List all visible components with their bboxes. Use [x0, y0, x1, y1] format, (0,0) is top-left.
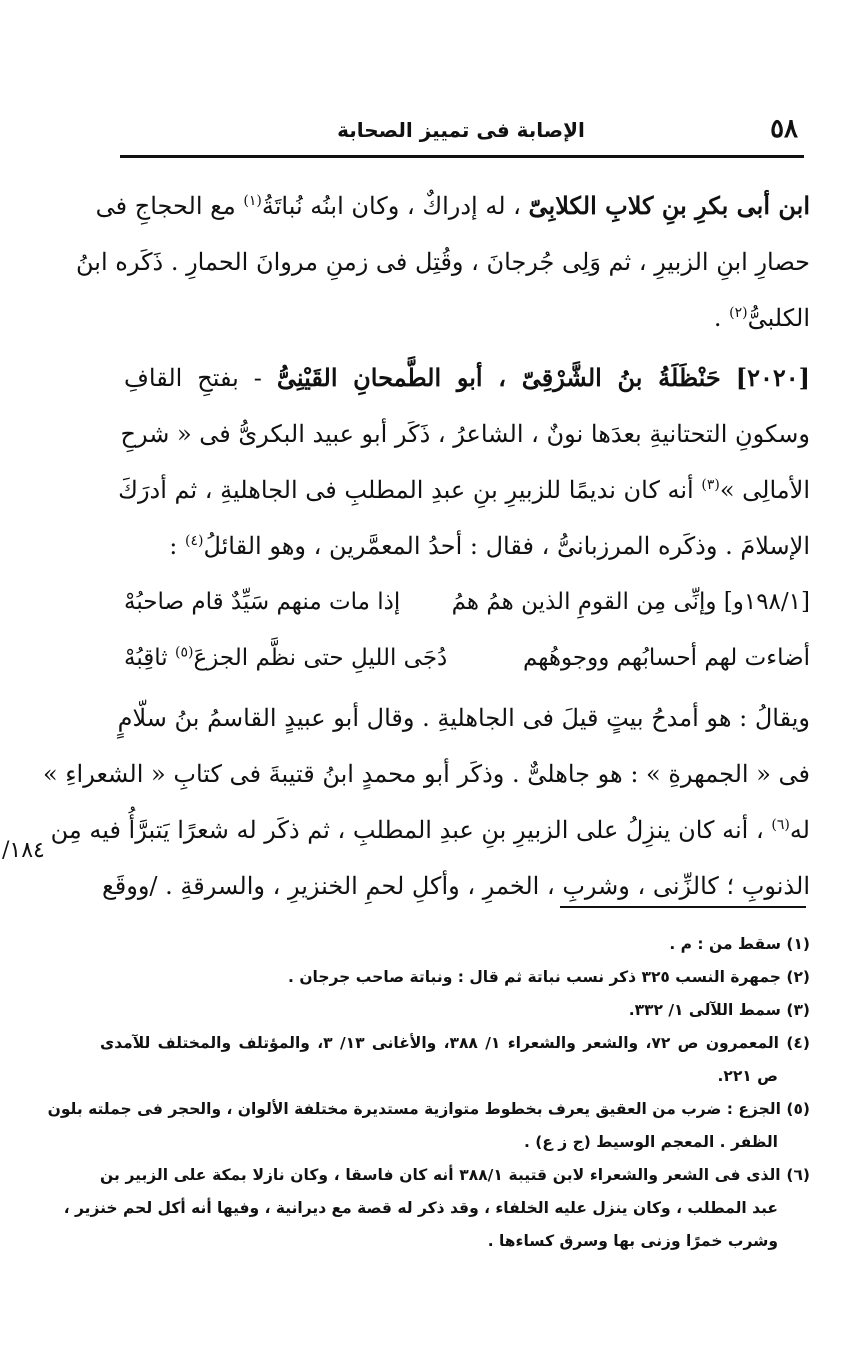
verse-first-hemistich: [١٩٨/١و] وإنِّى مِن القومِ الذين همُ همُ: [451, 589, 810, 615]
text-line: ويقالُ : هو أمدحُ بيتٍ قيلَ فى الجاهليةِ . وقال أبو عبيدٍ القاسمُ بنُ سلّامٍ: [117, 704, 810, 732]
footnote-number: (٥): [786, 1100, 810, 1118]
verse-first-hemistich: أضاءت لهم أحسابُهم ووجوهُهم: [522, 645, 810, 671]
text-line: ابن أبى بكرِ بنِ كلابِ الكلابِىّ ، له إدراكٌ ، وكان ابنُه نُباتَةُ$^{(١)}$ مع الحجاجِ فى: [95, 191, 810, 220]
footnote: (٣) سمط اللآلى ١/ ٣٣٢.: [628, 1001, 810, 1019]
text-line: له$^{(٦)}$ ، أنه كان ينزِلُ على الزبيرِ بنِ عبدِ المطلبِ ، ثم ذكَر له شعرًا يَتبرَّأُ فيه مِن: [50, 816, 810, 844]
footnote-continuation: ص ٢٢١.: [717, 1067, 778, 1085]
verse-second-hemistich: إذا مات منهم سَيِّدٌ قام صاحبُهْ: [124, 589, 401, 615]
footnotes: [47, 928, 810, 1258]
footnote: (١) سقط من : م .: [669, 935, 810, 953]
main-text: [42, 178, 810, 914]
footnote-ref: (٢): [729, 305, 748, 321]
manuscript-ref: [١٩٨/١و]: [723, 589, 810, 615]
footnote-ref: (٣): [701, 477, 720, 493]
footnote-ref: (٥): [175, 644, 194, 661]
header-rule: [120, 155, 804, 158]
text-line: فى « الجمهرةِ » : هو جاهلىٌّ . وذكَر أبو محمدٍ ابنُ قتيبةَ فى كتابِ « الشعراءِ »: [42, 760, 810, 788]
footnote-number: (٢): [786, 968, 810, 986]
footnote-number: (٦): [786, 1166, 810, 1184]
text-line: الكلبىُّ$^{(٢)}$ .: [713, 304, 810, 332]
footnote-ref: (٤): [184, 533, 204, 549]
footnote-ref: (١): [243, 193, 262, 209]
footnote-continuation: عبد المطلب ، وكان ينزل عليه الخلفاء ، وقد ذكر له قصة مع ديرانية ، وفيها أنه أكل لحم خنزير ،: [63, 1199, 778, 1217]
footnote: (٥) الجزع : ضرب من العقيق يعرف بخطوط متوازية مستديرة مختلفة الألوان ، والحجر فى جملته بلون: [47, 1100, 810, 1118]
footnote: (٤) المعمرون ص ٧٢، والشعر والشعراء ١/ ٣٨٨، والأغانى ١٣/ ٣، والمؤتلف والمختلف للآمدى: [100, 1034, 810, 1052]
text-line: وسكونِ التحتانيةِ بعدَها نونٌ ، الشاعرُ ، ذَكَر أبو عبيد البكرىُّ فى « شرحِ: [120, 420, 810, 448]
footnote-number: (١): [786, 935, 810, 953]
footnote-number: (٣): [786, 1001, 810, 1019]
entry-number: [٢٠٢٠]: [735, 363, 810, 392]
person-name: ابن أبى بكرِ بنِ كلابِ الكلابِىّ: [528, 191, 810, 220]
footnote: (٦) الذى فى الشعر والشعراء لابن قتيبة ٣٨٨/١ أنه كان فاسقا ، وكان نازلا بمكة على الزبير بن: [100, 1166, 810, 1184]
text-line: الذنوبِ ؛ كالزِّنى ، وشربِ ، الخمرِ ، وأكلِ لحمِ الخنزيرِ ، والسرقةِ . /ووقَع: [102, 872, 810, 900]
footnote-number: (٤): [786, 1034, 810, 1052]
text-line: الأمالِى »$^{(٣)}$ أنه كان نديمًا للزبيرِ بنِ عبدِ المطلبِ فى الجاهليةِ ، ثم أدرَكَ: [118, 476, 810, 504]
footnote-continuation: وشرب خمرًا وزنى بها وسرق كساءها .: [487, 1232, 778, 1250]
margin-folio-note: ١٨٤/: [2, 838, 45, 863]
footnote-ref: (٦): [771, 817, 790, 833]
entry-name: حَنْظَلَةُ بنُ الشَّرْقِىّ ، أبو الطَّمحانِ القَيْنِىُّ: [276, 363, 721, 392]
poem-verse: [124, 630, 810, 686]
page-header: [118, 110, 804, 150]
poem-verse: [124, 574, 810, 630]
running-title: الإصابة فى تمييز الصحابة: [337, 118, 585, 142]
footnote: (٢) جمهرة النسب ٣٢٥ ذكر نسب نباتة ثم قال : ونباتة صاحب جرجان .: [288, 968, 810, 986]
entry-heading: [٢٠٢٠] حَنْظَلَةُ بنُ الشَّرْقِىّ ، أبو الطَّمحانِ القَيْنِىُّ - بفتحِ القافِ: [124, 363, 810, 392]
footnote-continuation: الظفر . المعجم الوسيط (ج ز ع) .: [523, 1133, 778, 1151]
verse-second-hemistich: دُجَى الليلِ حتى نظَّم الجزعَ$^{(٥)}$ ثاقِبُهْ: [124, 644, 448, 671]
text-line: الإسلامَ . وذكَره المرزبانىُّ ، فقال : أحدُ المعمَّرين ، وهو القائلُ$^{(٤)}$ :: [169, 532, 810, 560]
page-number: ٥٨: [770, 114, 798, 144]
footnote-rule: [560, 906, 806, 908]
text-line: حصارِ ابنِ الزبيرِ ، ثم وَلِى جُرجانَ ، وقُتِل فى زمنِ مروانَ الحمارِ . ذَكَره ابنُ: [76, 248, 810, 276]
